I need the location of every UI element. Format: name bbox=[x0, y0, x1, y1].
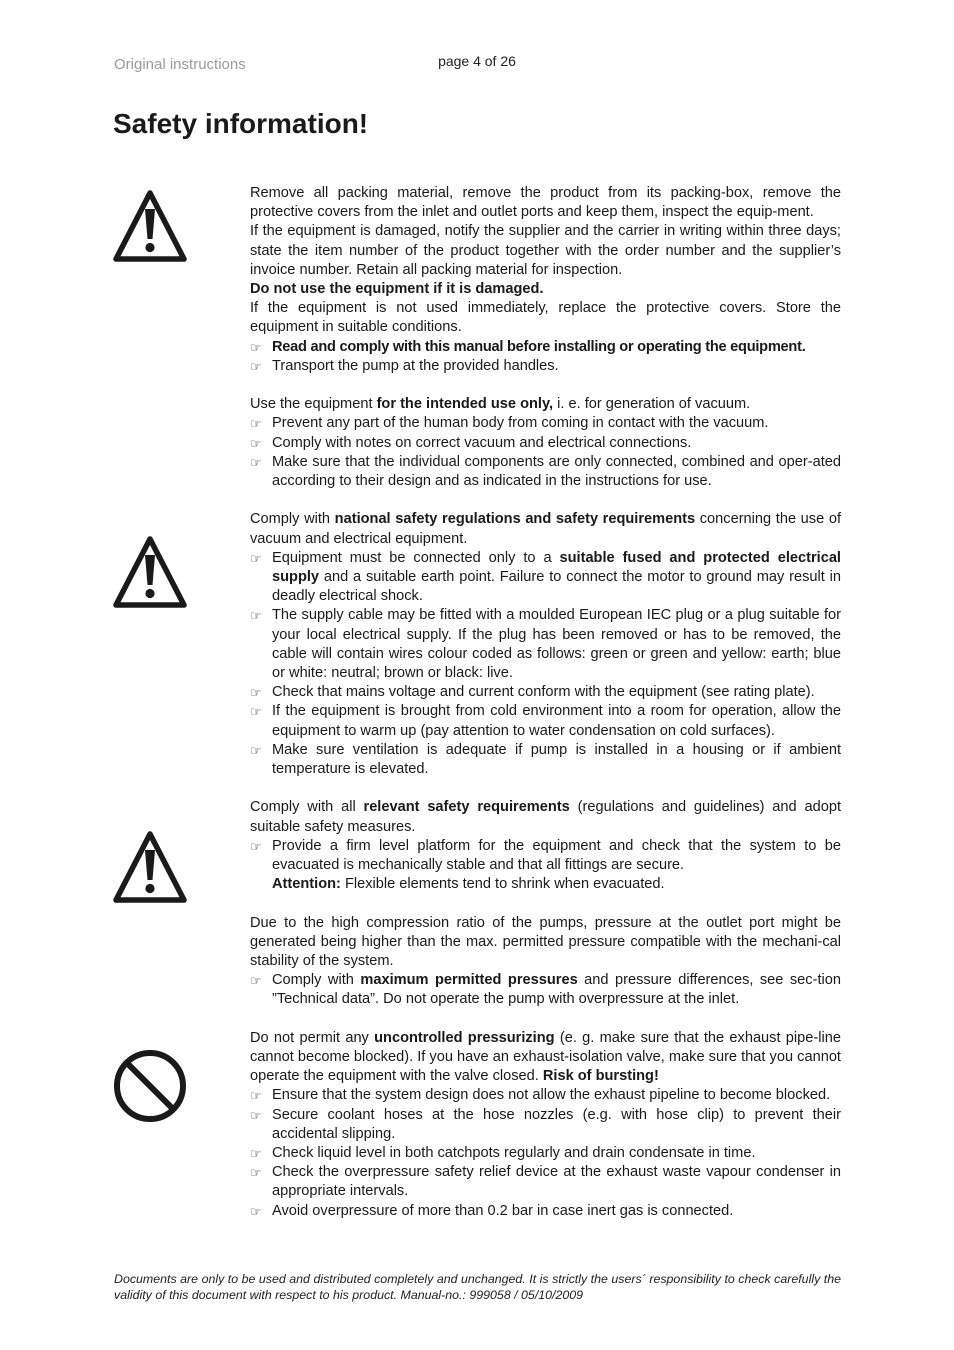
section-electrical-safety bbox=[250, 510, 841, 779]
paragraph bbox=[250, 395, 841, 414]
bold-text: Read and comply with this manual before installing or operating the equipment. bbox=[272, 338, 806, 355]
text: Flexible elements tend to shrink when evacuated. bbox=[340, 876, 665, 893]
prohibition-icon bbox=[112, 1048, 188, 1124]
pointing-hand-icon: ☞ bbox=[250, 339, 262, 355]
list-item-text: Comply with notes on correct vacuum and electrical connections. bbox=[272, 434, 692, 451]
list-item-text: Check that mains voltage and current conform with the equipment (see rating plate). bbox=[272, 684, 815, 701]
text: and pressure differences, see sec-tion ”Technical data”. Do not operate the pump with overpressure at the inlet. bbox=[272, 972, 841, 1008]
text: Equipment must be connected only to a bbox=[272, 549, 560, 566]
footer-disclaimer: Documents are only to be used and distributed completely and unchanged. It is strictly the users´ responsibility to check carefully the validity of this document with respect to his product. Manual-no.: 999058 / 05/10/2009 bbox=[114, 1272, 841, 1302]
list-item bbox=[250, 1144, 841, 1163]
list-item bbox=[250, 971, 841, 1009]
text: i. e. for generation of vacuum. bbox=[553, 396, 751, 413]
bold-text: Risk of bursting! bbox=[542, 1068, 659, 1085]
list-item-text: Prevent any part of the human body from coming in contact with the vacuum. bbox=[272, 415, 769, 432]
text: concerning the use of vacuum and electrical equipment. bbox=[250, 511, 841, 547]
list-item bbox=[250, 434, 841, 453]
pointing-hand-icon: ☞ bbox=[250, 685, 262, 701]
list-item-text: Ensure that the system design does not allow the exhaust pipeline to become blocked. bbox=[272, 1087, 831, 1104]
safety-content bbox=[250, 184, 841, 1221]
page-title: Safety information! bbox=[113, 108, 369, 139]
header-document-type: Original instructions bbox=[114, 56, 246, 73]
warning-triangle-icon bbox=[112, 830, 188, 906]
bullet-list bbox=[250, 1086, 841, 1220]
list-item bbox=[250, 683, 841, 702]
bullet-list bbox=[250, 971, 841, 1009]
pointing-hand-icon: ☞ bbox=[250, 454, 262, 470]
text: (e. g. make sure that the exhaust pipe-line cannot become blocked). If you have an exhaust-isolation valve, make sure that you cannot operate the equipment with the valve closed. bbox=[250, 1029, 841, 1085]
paragraph: If the equipment is not used immediately, replace the protective covers. Store the equipment in suitable conditions. bbox=[250, 300, 841, 336]
list-item bbox=[250, 549, 841, 607]
paragraph: Remove all packing material, remove the product from its packing-box, remove the protective covers from the inlet and outlet ports and keep them, inspect the equip-ment. bbox=[250, 185, 841, 221]
paragraph: If the equipment is damaged, notify the supplier and the carrier in writing within three days; state the item number of the product together with the order number and the supplier’s invoice number. Retain all packing material for inspection. bbox=[250, 223, 841, 278]
list-item bbox=[250, 702, 841, 740]
pointing-hand-icon: ☞ bbox=[250, 416, 262, 432]
pointing-hand-icon: ☞ bbox=[250, 704, 262, 720]
section-safety-measures bbox=[250, 798, 841, 894]
section-pressure bbox=[250, 914, 841, 1010]
pointing-hand-icon: ☞ bbox=[250, 608, 262, 624]
list-item-text: Provide a firm level platform for the equipment and check that the system to be evacuated is mechanically stable and that all fittings are secure. bbox=[272, 837, 841, 874]
pointing-hand-icon: ☞ bbox=[250, 838, 262, 854]
paragraph bbox=[250, 1029, 841, 1087]
list-item-text: Check liquid level in both catchpots regularly and drain condensate in time. bbox=[272, 1145, 756, 1162]
pointing-hand-icon: ☞ bbox=[250, 435, 262, 451]
bold-text: suitable fused and protected electrical supply bbox=[272, 549, 841, 586]
text: (regulations and guidelines) and adopt suitable safety measures. bbox=[250, 799, 841, 835]
pointing-hand-icon: ☞ bbox=[250, 1088, 262, 1104]
warning-triangle-icon bbox=[112, 535, 188, 611]
text: Comply with bbox=[272, 972, 361, 989]
list-item-text: Make sure that the individual components are only connected, combined and oper-ated according to their design and as indicated in the instructions for use. bbox=[272, 453, 841, 490]
bold-text: Do not use the equipment if it is damaged. bbox=[250, 281, 544, 298]
bullet-list bbox=[250, 338, 841, 376]
bullet-list bbox=[250, 549, 841, 779]
list-item-text: Avoid overpressure of more than 0.2 bar in case inert gas is connected. bbox=[272, 1202, 734, 1219]
pointing-hand-icon: ☞ bbox=[250, 1165, 262, 1181]
pointing-hand-icon: ☞ bbox=[250, 973, 262, 989]
bullet-list bbox=[250, 414, 841, 491]
bullet-list bbox=[250, 837, 841, 895]
section-intended-use bbox=[250, 395, 841, 491]
list-item bbox=[250, 1106, 841, 1144]
list-item-text: Secure coolant hoses at the hose nozzles (e.g. with hose clip) to prevent their accidental slipping. bbox=[272, 1106, 841, 1142]
list-item bbox=[250, 606, 841, 683]
text: Use the equipment bbox=[250, 396, 377, 413]
pointing-hand-icon: ☞ bbox=[250, 1203, 262, 1219]
paragraph bbox=[250, 280, 841, 299]
list-item-text: Transport the pump at the provided handles. bbox=[272, 357, 559, 374]
list-item bbox=[250, 357, 841, 376]
bold-text: national safety regulations and safety requirements bbox=[334, 511, 696, 528]
list-item-text: Check the overpressure safety relief device at the exhaust waste vapour condenser in appropriate intervals. bbox=[272, 1164, 841, 1200]
list-item bbox=[250, 837, 841, 895]
paragraph bbox=[250, 510, 841, 548]
text: Comply with all bbox=[250, 799, 364, 816]
bold-text: for the intended use only, bbox=[376, 396, 554, 413]
text: Comply with bbox=[250, 511, 335, 528]
bold-text: relevant safety requirements bbox=[363, 799, 570, 816]
page-number: page 4 of 26 bbox=[438, 53, 516, 69]
list-item bbox=[250, 338, 841, 357]
list-item bbox=[250, 1163, 841, 1201]
list-item bbox=[250, 1202, 841, 1221]
list-item-text: The supply cable may be fitted with a moulded European IEC plug or a plug suitable for your local electrical supply. If the plug has been removed or has to be removed, the cable will contain wires colour coded as follows: green or green and yellow: earth; blue or white: neutral; brown or black: live. bbox=[272, 607, 841, 682]
pointing-hand-icon: ☞ bbox=[250, 358, 262, 374]
text: Do not permit any bbox=[250, 1029, 375, 1046]
paragraph: Due to the high compression ratio of the pumps, pressure at the outlet port might be generated being higher than the max. permitted pressure compatible with the mechani-cal stability of the system. bbox=[250, 914, 841, 970]
text: and a suitable earth point. Failure to connect the motor to ground may result in deadly electrical shock. bbox=[272, 569, 841, 605]
list-item bbox=[250, 741, 841, 779]
pointing-hand-icon: ☞ bbox=[250, 1107, 262, 1123]
paragraph bbox=[250, 798, 841, 836]
list-item-text: If the equipment is brought from cold environment into a room for operation, allow the equipment to warm up (pay attention to water condensation on cold surfaces). bbox=[272, 703, 841, 739]
pointing-hand-icon: ☞ bbox=[250, 742, 262, 758]
list-item bbox=[250, 1086, 841, 1105]
bold-text: maximum permitted pressures bbox=[360, 972, 578, 989]
section-unpacking bbox=[250, 184, 841, 376]
list-item-text: Make sure ventilation is adequate if pump is installed in a housing or if ambient temperature is elevated. bbox=[272, 741, 841, 778]
section-overpressure bbox=[250, 1029, 841, 1221]
bold-text: uncontrolled pressurizing bbox=[374, 1029, 555, 1046]
list-item bbox=[250, 414, 841, 433]
pointing-hand-icon: ☞ bbox=[250, 550, 262, 566]
bold-text: Attention: bbox=[272, 876, 341, 893]
list-item bbox=[250, 453, 841, 491]
warning-triangle-icon bbox=[112, 189, 188, 265]
pointing-hand-icon: ☞ bbox=[250, 1146, 262, 1162]
